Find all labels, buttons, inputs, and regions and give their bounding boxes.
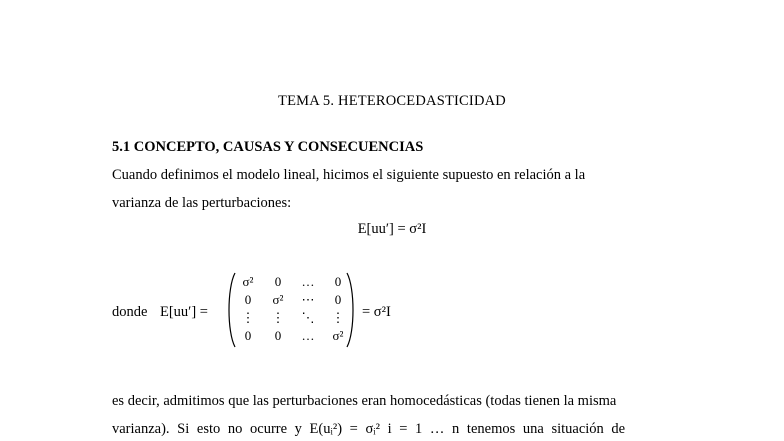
- matrix-cell: 0: [334, 274, 342, 289]
- paragraph-line: es decir, admitimos que las perturbaciones eran homocedásticas (todas tienen la misma: [112, 393, 617, 409]
- document-title: TEMA 5. HETEROCEDASTICIDAD: [278, 93, 506, 109]
- matrix-cell: ⋮: [271, 310, 285, 325]
- paragraph-line: varianza de las perturbaciones:: [112, 195, 292, 211]
- matrix-cell: ⋮: [331, 310, 345, 325]
- matrix-cell: …: [301, 328, 315, 343]
- matrix-cell: 0: [244, 328, 252, 343]
- paragraph-line: varianza). Si esto no ocurre y E(uᵢ²) = σᵢ² i = 1 … n tenemos una situación de: [112, 421, 626, 437]
- paragraph-line: Cuando definimos el modelo lineal, hicimos el siguiente supuesto en relación a la: [112, 167, 586, 183]
- matrix-cell: …: [301, 274, 315, 289]
- covariance-matrix: [226, 272, 356, 348]
- equation-covariance: E[uu′] = σ²I: [357, 221, 427, 237]
- matrix-cell: σ²: [332, 328, 344, 343]
- matrix-cell: ⋱: [301, 310, 315, 325]
- matrix-cell: ⋯: [301, 292, 315, 307]
- equation-rhs: = σ²I: [362, 304, 391, 320]
- matrix-cell: ⋮: [241, 310, 255, 325]
- matrix-cell: 0: [274, 274, 282, 289]
- section-heading: 5.1 CONCEPTO, CAUSAS Y CONSECUENCIAS: [112, 139, 424, 155]
- matrix-cell: 0: [334, 292, 342, 307]
- matrix-cell: 0: [244, 292, 252, 307]
- donde-label: donde: [112, 304, 148, 320]
- matrix-cell: σ²: [272, 292, 284, 307]
- matrix-cell: σ²: [242, 274, 254, 289]
- matrix-cell: 0: [274, 328, 282, 343]
- equation-lhs: E[uu′] =: [160, 304, 208, 320]
